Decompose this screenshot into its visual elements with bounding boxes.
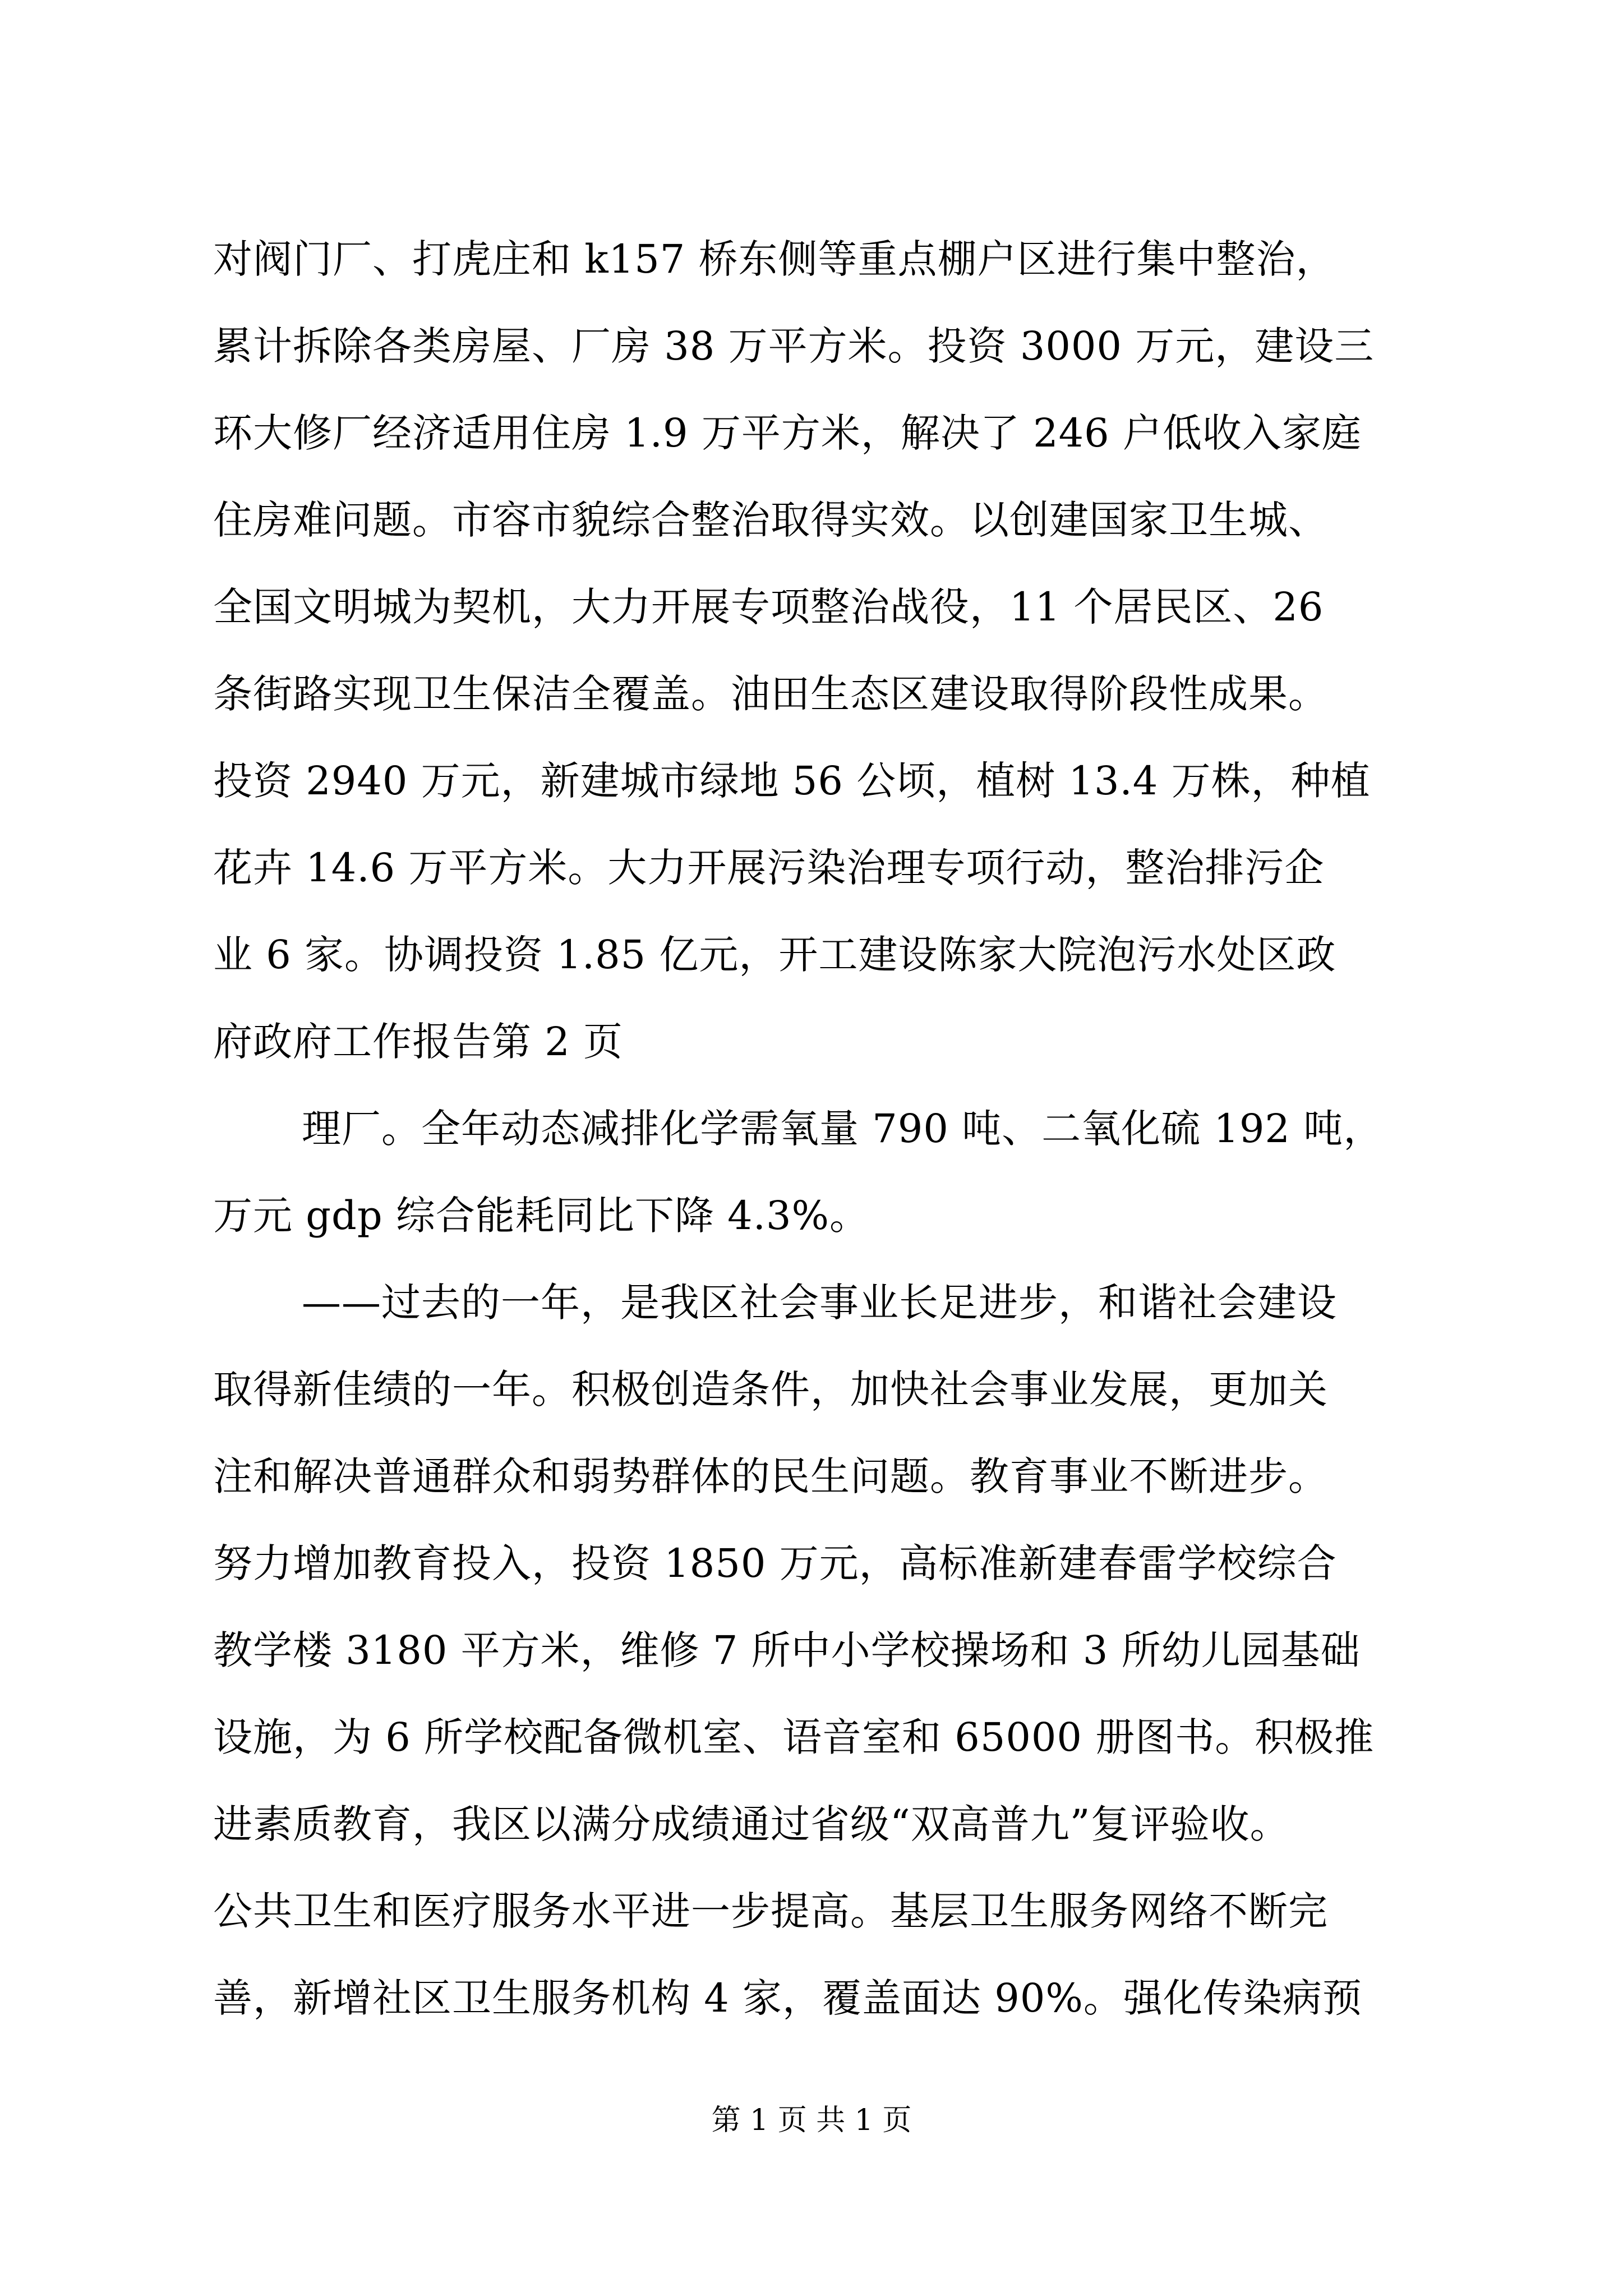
document-body bbox=[213, 216, 1413, 2042]
text-line: 全国文明城为契机，大力开展专项整治战役，11 个居民区、26 bbox=[213, 584, 1324, 630]
text-line: 投资 2940 万元，新建城市绿地 56 公顷，植树 13.4 万株，种植 bbox=[213, 758, 1371, 804]
page-footer bbox=[0, 2098, 1623, 2143]
page-number-label: 第 1 页 共 1 页 bbox=[711, 2104, 912, 2137]
text-line: 花卉 14.6 万平方米。大力开展污染治理专项行动，整治排污企 bbox=[213, 845, 1325, 891]
text-line: 府政府工作报告第 2 页 bbox=[213, 1019, 624, 1065]
text-line: 条街路实现卫生保洁全覆盖。油田生态区建设取得阶段性成果。 bbox=[213, 671, 1328, 717]
text-line: 努力增加教育投入，投资 1850 万元，高标准新建春雷学校综合 bbox=[213, 1540, 1337, 1586]
text-line: 教学楼 3180 平方米，维修 7 所中小学校操场和 3 所幼儿园基础 bbox=[213, 1627, 1361, 1673]
text-line: 业 6 家。协调投资 1.85 亿元，开工建设陈家大院泡污水处区政 bbox=[213, 932, 1336, 978]
text-line: 善，新增社区卫生服务机构 4 家，覆盖面达 90%。强化传染病预 bbox=[213, 1975, 1362, 2021]
text-line: 累计拆除各类房屋、厂房 38 万平方米。投资 3000 万元，建设三 bbox=[213, 323, 1375, 369]
paragraph-start-line: ——过去的一年，是我区社会事业长足进步，和谐社会建设 bbox=[302, 1280, 1337, 1326]
text-line: 对阀门厂、打虎庄和 k157 桥东侧等重点棚户区进行集中整治， bbox=[213, 236, 1336, 282]
text-line: 环大修厂经济适用住房 1.9 万平方米，解决了 246 户低收入家庭 bbox=[213, 410, 1362, 456]
paragraph-start-line: 理厂。全年动态减排化学需氧量 790 吨、二氧化硫 192 吨， bbox=[302, 1106, 1384, 1152]
text-line: 进素质教育，我区以满分成绩通过省级“双高普九”复评验收。 bbox=[213, 1801, 1290, 1847]
text-line: 注和解决普通群众和弱势群体的民生问题。教育事业不断进步。 bbox=[213, 1453, 1328, 1499]
text-line: 公共卫生和医疗服务水平进一步提高。基层卫生服务网络不断完 bbox=[213, 1888, 1328, 1934]
text-line: 取得新佳绩的一年。积极创造条件，加快社会事业发展，更加关 bbox=[213, 1366, 1328, 1412]
text-line: 住房难问题。市容市貌综合整治取得实效。以创建国家卫生城、 bbox=[213, 497, 1328, 543]
text-line: 设施，为 6 所学校配备微机室、语音室和 65000 册图书。积极推 bbox=[213, 1714, 1375, 1760]
text-line: 万元 gdp 综合能耗同比下降 4.3%。 bbox=[213, 1193, 870, 1239]
